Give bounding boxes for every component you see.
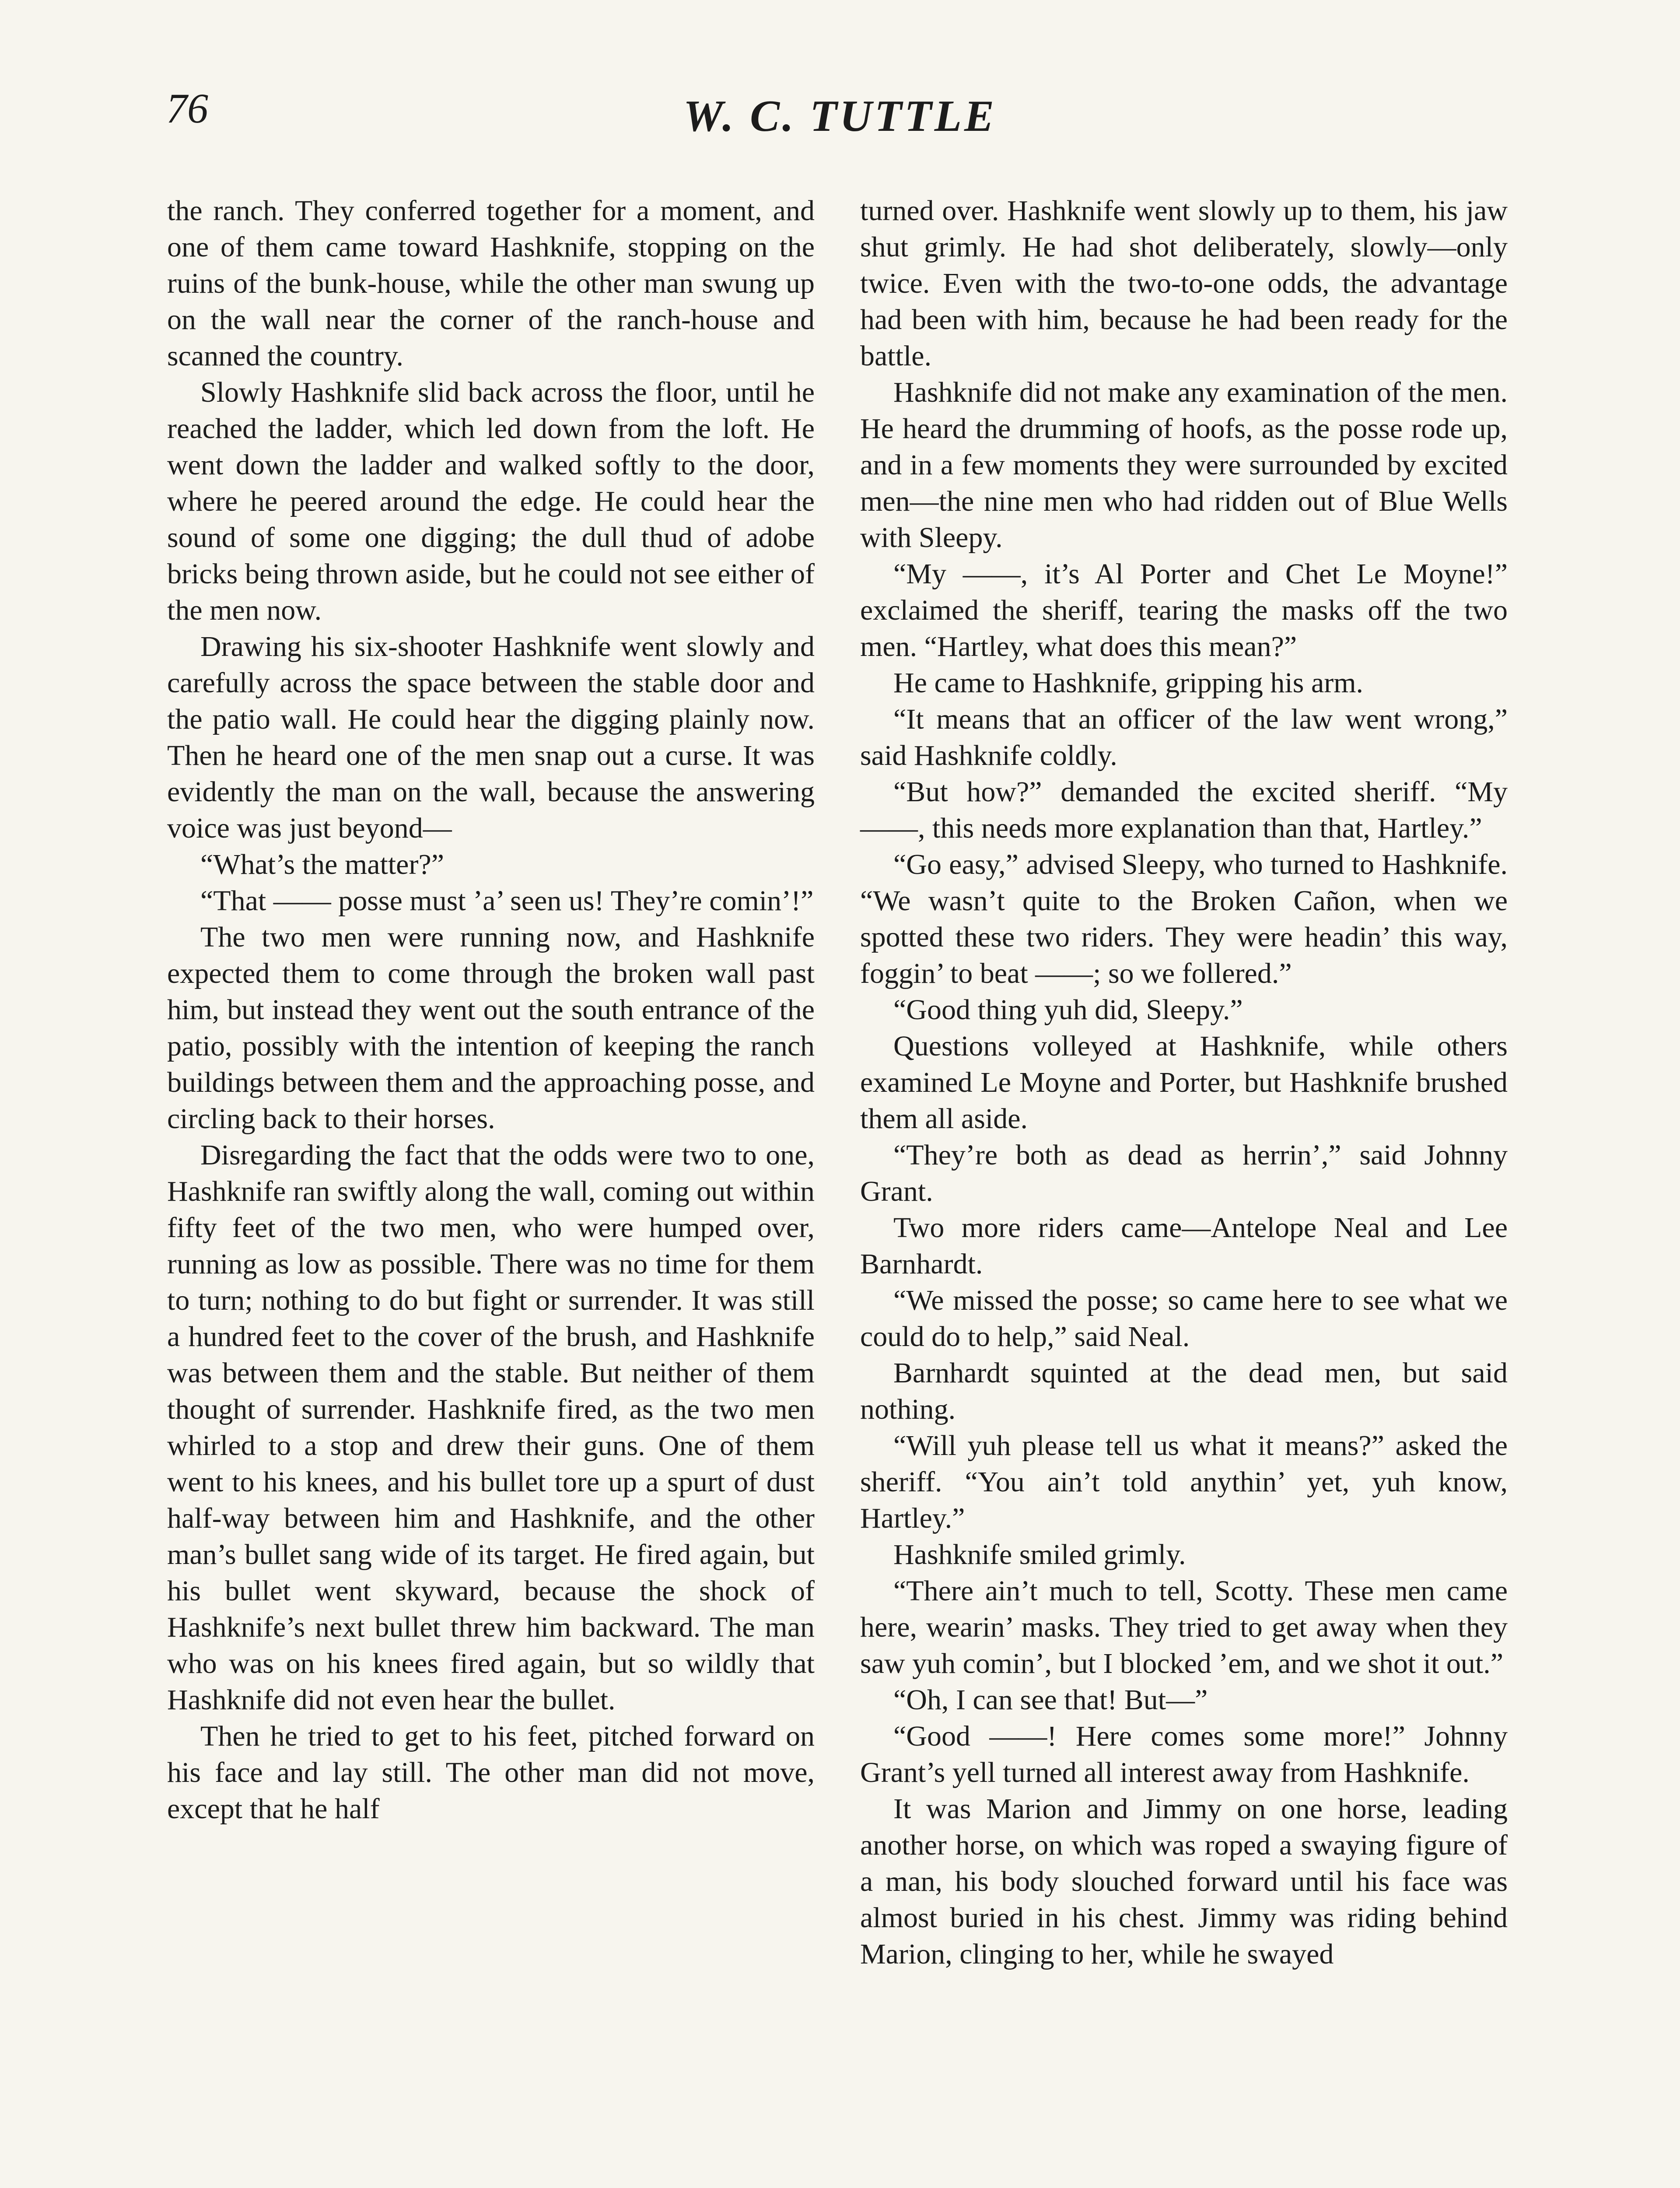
paragraph: “My ——, it’s Al Porter and Chet Le Moyne!” exclaimed the sheriff, tearing the masks off the two men. “Hartley, what does this mean?” bbox=[860, 558, 1508, 663]
paragraph: He came to Hashknife, gripping his arm. bbox=[893, 667, 1364, 699]
paragraph: “There ain’t much to tell, Scotty. These men came here, wearin’ masks. They tried to get away when they saw yuh comin’, but I blocked ’em, and we shot it out.” bbox=[860, 1575, 1508, 1680]
paragraph: Hashknife smiled grimly. bbox=[893, 1539, 1186, 1571]
paragraph: turned over. Hashknife went slowly up to them, his jaw shut grimly. He had shot deliberately, slowly—only twice. Even with the two-to-one odds, the advantage had been with him, because he had been ready for the battle. bbox=[860, 195, 1508, 372]
paragraph: “But how?” demanded the excited sheriff. “My ——, this needs more explanation than that, Hartley.” bbox=[860, 776, 1508, 844]
paragraph: The two men were running now, and Hashknife expected them to come through the broken wall past him, but instead they went out the south entrance of the patio, possibly with the intention of keeping the ranch buildings between them and the approaching posse, and circling back to their horses. bbox=[167, 921, 815, 1135]
running-head-author: W. C. TUTTLE bbox=[683, 91, 997, 141]
paragraph: “That —— posse must ’a’ seen us! They’re comin’!” bbox=[200, 885, 814, 917]
left-text-column bbox=[167, 193, 815, 1827]
paragraph: Disregarding the fact that the odds were two to one, Hashknife ran swiftly along the wall, coming out within fifty feet of the two men, who were humped over, running as low as possible. There was no time for them to turn; nothing to do but fight or surrender. It was still a hundred feet to the cover of the brush, and Hashknife was between them and the stable. But neither of them thought of surrender. Hashknife fired, as the two men whirled to a stop and drew their guns. One of them went to his knees, and his bullet tore up a spurt of dust half-way between him and Hashknife, and the other man’s bullet sang wide of its target. He fired again, but his bullet went skyward, because the shock of Hashknife’s next bullet threw him backward. The man who was on his knees fired again, but so wildly that Hashknife did not even hear the bullet. bbox=[167, 1139, 815, 1716]
paragraph: “Good ——! Here comes some more!” Johnny Grant’s yell turned all interest away from Hashknife. bbox=[860, 1720, 1508, 1788]
paragraph: “We missed the posse; so came here to see what we could do to help,” said Neal. bbox=[860, 1284, 1508, 1353]
right-text-column bbox=[860, 193, 1508, 1972]
paragraph: “It means that an officer of the law went wrong,” said Hashknife coldly. bbox=[860, 703, 1508, 771]
page-number: 76 bbox=[166, 85, 208, 132]
paragraph: It was Marion and Jimmy on one horse, leading another horse, on which was roped a swaying figure of a man, his body slouched forward until his face was almost buried in his chest. Jimmy was riding behind Marion, clinging to her, while he swayed bbox=[860, 1793, 1508, 1970]
paragraph: “Go easy,” advised Sleepy, who turned to Hashknife. “We wasn’t quite to the Broken Cañon, when we spotted these two riders. They were headin’ this way, foggin’ to beat ——; so we follered.” bbox=[860, 849, 1508, 989]
paragraph: “They’re both as dead as herrin’,” said Johnny Grant. bbox=[860, 1139, 1508, 1207]
paragraph: Drawing his six-shooter Hashknife went slowly and carefully across the space between the stable door and the patio wall. He could hear the digging plainly now. Then he heard one of the men snap out a curse. It was evidently the man on the wall, because the answering voice was just beyond— bbox=[167, 631, 815, 844]
paragraph: Then he tried to get to his feet, pitched forward on his face and lay still. The other man did not move, except that he half bbox=[167, 1720, 815, 1825]
page-header bbox=[0, 0, 1680, 175]
paragraph: Two more riders came—Antelope Neal and Lee Barnhardt. bbox=[860, 1212, 1508, 1280]
paragraph: “Good thing yuh did, Sleepy.” bbox=[893, 994, 1243, 1026]
paragraph: “Will yuh please tell us what it means?” asked the sheriff. “You ain’t told anythin’ yet, yuh know, Hartley.” bbox=[860, 1430, 1508, 1534]
paragraph: Questions volleyed at Hashknife, while others examined Le Moyne and Porter, but Hashknife brushed them all aside. bbox=[860, 1030, 1508, 1135]
paragraph: Barnhardt squinted at the dead men, but said nothing. bbox=[860, 1357, 1508, 1425]
paragraph: Slowly Hashknife slid back across the floor, until he reached the ladder, which led down from the loft. He went down the ladder and walked softly to the door, where he peered around the edge. He could hear the sound of some one digging; the dull thud of adobe bricks being thrown aside, but he could not see either of the men now. bbox=[167, 376, 815, 626]
paragraph: “What’s the matter?” bbox=[200, 849, 444, 880]
paragraph: the ranch. They conferred together for a moment, and one of them came toward Hashknife, stopping on the ruins of the bunk-house, while the other man swung up on the wall near the corner of the ranch-house and scanned the country. bbox=[167, 195, 815, 372]
paragraph: “Oh, I can see that! But—” bbox=[893, 1684, 1208, 1716]
paragraph: Hashknife did not make any examination of the men. He heard the drumming of hoofs, as the posse rode up, and in a few moments they were surrounded by excited men—the nine men who had ridden out of Blue Wells with Sleepy. bbox=[860, 376, 1508, 554]
